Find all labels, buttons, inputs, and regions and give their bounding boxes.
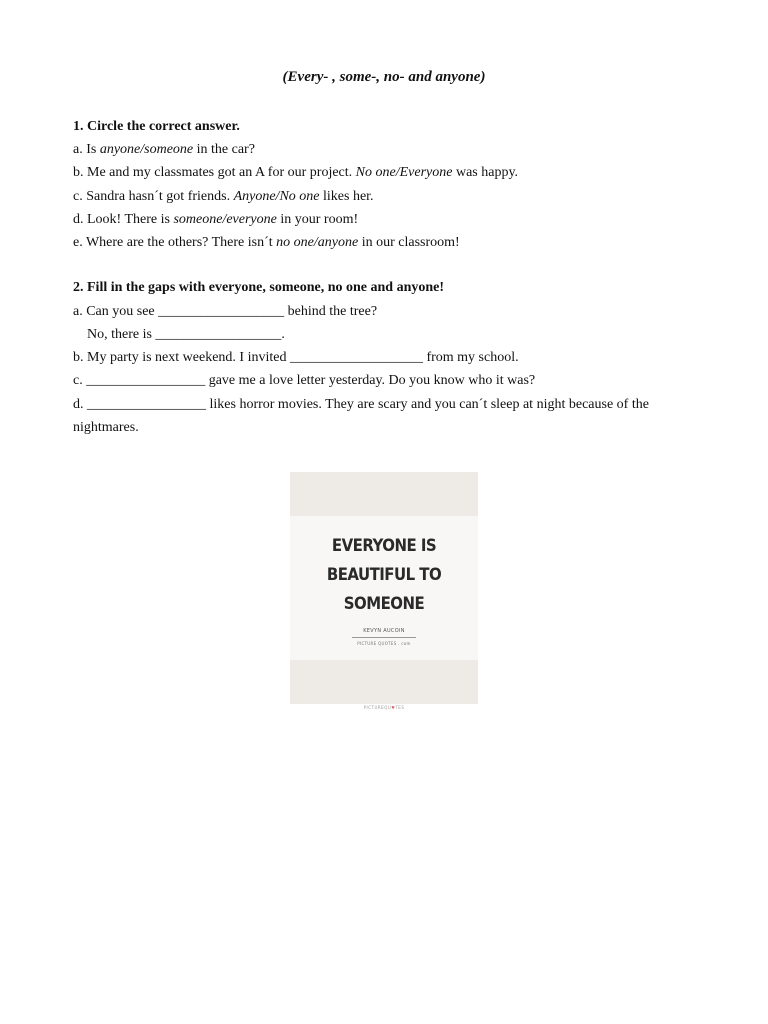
poster-quote: [301, 532, 466, 619]
poster-top-band: [290, 472, 478, 516]
exercise-1-heading: 1. Circle the correct answer.: [73, 119, 240, 134]
page-title: (Every- , some-, no- and anyone): [282, 69, 486, 85]
heart-icon: ♥: [391, 705, 396, 710]
exercise-1-item-c: c. Sandra hasn´t got friends. Anyone/No one likes her.: [73, 189, 374, 204]
exercise-1-item-d: d. Look! There is someone/everyone in your room!: [73, 212, 359, 227]
answer-choice: no one/anyone: [276, 235, 359, 250]
exercise-2-item-d: d. _________________ likes horror movies. They are scary and you can´t sleep at night because of the: [73, 397, 649, 412]
exercise-2-item-a-answer: No, there is __________________.: [87, 327, 285, 342]
exercise-2-item-b: b. My party is next weekend. I invited ___________________ from my school.: [73, 350, 519, 365]
poster-source: PICTURE QUOTES . com: [357, 641, 411, 646]
exercise-2-item-c: c. _________________ gave me a love letter yesterday. Do you know who it was?: [73, 373, 536, 388]
exercise-2-heading: 2. Fill in the gaps with everyone, someone, no one and anyone!: [73, 280, 445, 295]
poster-author: KEVYN AUCOIN: [363, 628, 405, 634]
poster-watermark: PICTUREQU♥TES: [363, 705, 405, 710]
exercise-2-item-a: a. Can you see __________________ behind the tree?: [73, 304, 378, 319]
answer-choice: No one/Everyone: [355, 165, 453, 180]
exercise-1-item-a: a. Is anyone/someone in the car?: [73, 142, 255, 157]
exercise-2-item-d-continued: nightmares.: [73, 420, 139, 435]
poster-divider: [352, 637, 416, 638]
quote-line: SOMEONE: [343, 594, 425, 614]
exercise-1-item-b: b. Me and my classmates got an A for our project. No one/Everyone was happy.: [73, 165, 519, 180]
poster-bottom-band: [290, 660, 478, 704]
answer-choice: someone/everyone: [173, 212, 277, 227]
answer-choice: anyone/someone: [99, 142, 194, 157]
quote-line: BEAUTIFUL TO: [326, 565, 442, 585]
quote-line: EVERYONE IS: [331, 536, 437, 556]
exercise-1-item-e: e. Where are the others? There isn´t no one/anyone in our classroom!: [73, 235, 460, 250]
quote-poster-image: [290, 472, 478, 704]
answer-choice: Anyone/No one: [233, 189, 320, 204]
